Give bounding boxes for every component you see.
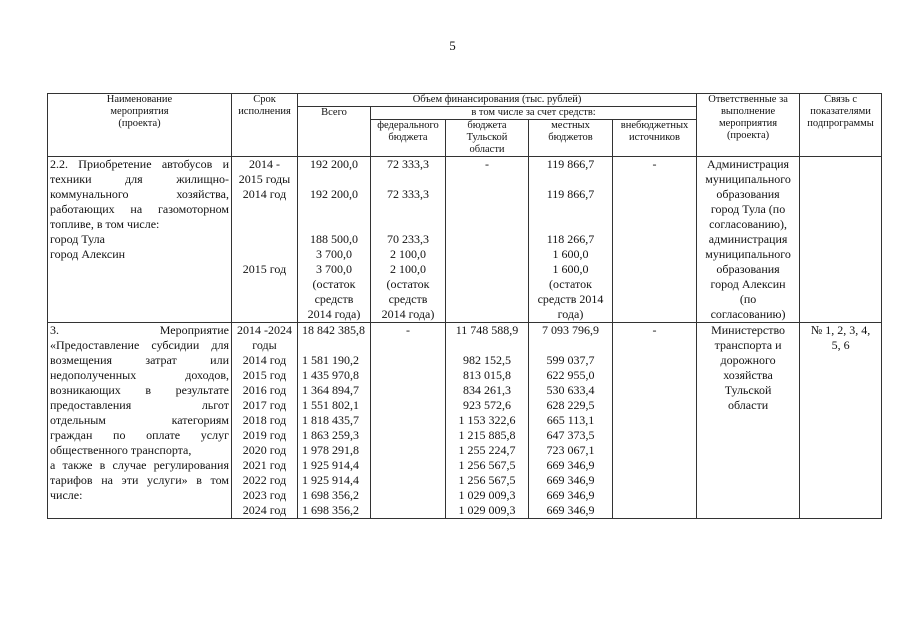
cell-line: образования [716,262,780,276]
cell-line: - [652,157,657,171]
name-line: граждан по оплате услуг [50,428,229,442]
name-line: город Тула [50,232,105,246]
cell-line: 18 842 385,8 [302,323,365,337]
cell-line: средств [388,292,428,306]
cell-line: 1 029 009,3 [458,503,516,517]
cell-line: 1 581 190,2 [302,353,359,367]
cell-line: 2014 год [242,353,287,367]
name-line: 3. Мероприятие [50,323,229,337]
cell-line: 2 100,0 [390,247,426,261]
row2-total [298,323,371,519]
cell-line [298,217,370,232]
name-line: общественного транспорта, [50,443,192,457]
cell-line: 1 029 009,3 [458,488,516,502]
cell-line: 2015 год [242,262,287,276]
cell-line: 72 333,3 [387,187,429,201]
cell-line: средств [314,292,354,306]
cell-line [232,217,297,232]
header-financing: Объем финансирования (тыс. рублей) [298,94,697,107]
cell-line: 669 346,9 [546,458,595,472]
cell-line: 188 500,0 [310,232,358,246]
cell-line: 1 925 914,4 [302,458,359,472]
cell-line: 5, 6 [831,338,850,352]
row1-term [232,157,298,323]
cell-line: образования [716,187,780,201]
name-line: город Алексин [50,247,126,261]
header-name: Наименование мероприятия (проекта) [48,94,232,157]
cell-line [232,247,297,262]
header-federal: федерального бюджета [371,120,446,157]
cell-line [232,232,297,247]
name-line: топливе, в том числе: [50,217,160,231]
cell-line: 70 233,3 [387,232,429,246]
page-number: 5 [449,38,456,53]
cell-line: 2019 год [242,428,287,442]
cell-line: 1 600,0 [552,262,589,276]
cell-line: 1 256 567,5 [458,458,516,472]
cell-line: (остаток [312,277,356,291]
cell-line: муниципального [705,172,791,186]
cell-line: 1 978 291,8 [302,443,359,457]
cell-line: 1 435 970,8 [302,368,359,382]
cell-line [232,202,297,217]
row1-offbudget [613,157,697,323]
cell-line: 2017 год [242,398,287,412]
cell-line: город Алексин [710,277,786,291]
cell-line: - [406,323,410,337]
cell-line: 1 818 435,7 [302,413,359,427]
cell-line: - [485,157,489,171]
cell-line [371,172,445,187]
cell-line [529,172,612,187]
cell-line [800,157,881,172]
cell-line: 723 067,1 [546,443,595,457]
cell-line: Администрация [707,157,790,171]
cell-line: муниципального [705,247,791,261]
name-line: тарифов на эти услуги» в том [50,473,229,487]
cell-line: 2 100,0 [390,262,426,276]
cell-line: 192 200,0 [310,157,358,171]
cell-line: области [728,398,769,412]
cell-line: дорожного [720,353,776,367]
cell-line: 1 863 259,3 [302,428,359,442]
cell-line: 2021 год [242,458,287,472]
financing-table [47,93,882,519]
row2-link [800,323,882,519]
cell-line: 1 364 894,7 [302,383,359,397]
name-line: недополученных доходов, [50,368,229,382]
cell-line: 2014 года) [307,307,361,321]
table-row [48,157,882,323]
cell-line: № 1, 2, 3, 4, [810,323,871,337]
cell-line: 2024 год [242,503,287,517]
cell-line: 2023 год [242,488,287,502]
cell-line: 834 261,3 [463,383,511,397]
cell-line: 119 866,7 [546,157,595,171]
cell-line: 1 153 322,6 [458,413,516,427]
cell-line: 1 256 567,5 [458,473,516,487]
cell-line: (остаток [386,277,430,291]
name-line: коммунального хозяйства, [50,187,229,201]
row1-link [800,157,882,323]
cell-line [302,338,370,353]
cell-line: Министерство [711,323,786,337]
cell-line: 2014 год [242,187,287,201]
header-responsible: Ответственные за выполнение мероприятия (проекта) [697,94,800,157]
header-link: Связь с показателями подпрограммы [800,94,882,157]
row2-offbudget [613,323,697,519]
header-term: Срок исполнения [232,94,298,157]
cell-line: 2020 год [242,443,287,457]
cell-line: 647 373,5 [546,428,595,442]
cell-line: 1 600,0 [552,247,589,261]
cell-line: (остаток [549,277,592,291]
name-line: отдельным категориям [50,413,229,427]
row1-responsible [697,157,800,323]
name-line: «Предоставление субсидии для [50,338,229,352]
cell-line: хозяйства [723,368,773,382]
row1-total [298,157,371,323]
cell-line: 2022 год [242,473,287,487]
name-line: возникающих в результате [50,383,229,397]
cell-line: согласованию), [709,217,788,231]
cell-line: 2014 - [249,157,280,171]
cell-line: 530 633,4 [546,383,595,397]
cell-line: 923 572,6 [463,398,511,412]
table-row [48,323,882,519]
cell-line: 622 955,0 [546,368,595,382]
cell-line [371,217,445,232]
row1-regional [446,157,529,323]
row1-federal [371,157,446,323]
cell-line: администрация [708,232,788,246]
cell-line: Тульской [724,383,772,397]
cell-line: 119 866,7 [546,187,595,201]
cell-line [371,202,445,217]
name-line: предоставления льгот [50,398,229,412]
row2-regional [446,323,529,519]
cell-line: 11 748 588,9 [455,323,519,337]
cell-line: 665 113,1 [546,413,595,427]
row2-term [232,323,298,519]
cell-line: 1 698 356,2 [302,488,359,502]
cell-line: транспорта и [714,338,782,352]
cell-line: 982 152,5 [463,353,511,367]
row2-local [529,323,613,519]
header-offbudget: внебюджетных источников [613,120,697,157]
cell-line: годы [252,338,277,352]
cell-line: 2016 год [242,383,287,397]
cell-line: средств 2014 [537,292,604,306]
cell-line: 7 093 796,9 [542,323,599,337]
cell-line: 1 925 914,4 [302,473,359,487]
cell-line: 2014 года) [381,307,435,321]
cell-line: 2014 -2024 [237,323,292,337]
cell-line [529,338,612,353]
row2-name [48,323,232,519]
cell-line [446,338,528,353]
cell-line [529,217,612,232]
name-line: 2.2. Приобретение автобусов и [50,157,229,171]
cell-line: 3 700,0 [316,247,352,261]
cell-line: 599 037,7 [546,353,595,367]
cell-line: 1 215 885,8 [458,428,516,442]
header-regional: бюджета Тульской области [446,120,529,157]
name-line: числе: [50,488,83,502]
cell-line: 2015 годы [238,172,291,186]
cell-line: 669 346,9 [546,473,595,487]
row2-federal [371,323,446,519]
row2-responsible [697,323,800,519]
cell-line: 72 333,3 [387,157,429,171]
name-line: техники для жилищно- [50,172,229,186]
cell-line: 2015 год [242,368,287,382]
row1-name [48,157,232,323]
cell-line: (по [739,292,757,306]
cell-line [298,172,370,187]
cell-line: 1 255 224,7 [458,443,516,457]
cell-line [529,202,612,217]
header-total: Всего [298,107,371,157]
row1-local [529,157,613,323]
header-including: в том числе за счет средств: [371,107,697,120]
cell-line: 813 015,8 [463,368,511,382]
header-local: местных бюджетов [529,120,613,157]
name-line: работающих на газомоторном [50,202,229,216]
cell-line: согласованию) [710,307,786,321]
cell-line: 1 551 802,1 [302,398,359,412]
cell-line: 1 698 356,2 [302,503,359,517]
name-line: возмещения затрат или [50,353,229,367]
cell-line: 2018 год [242,413,287,427]
cell-line [298,202,370,217]
cell-line: 669 346,9 [546,503,595,517]
name-line: а также в случае регулирования [50,458,229,472]
cell-line: 669 346,9 [546,488,595,502]
cell-line: 3 700,0 [316,262,352,276]
cell-line: 118 266,7 [546,232,595,246]
cell-line: город Тула (по [710,202,786,216]
cell-line: - [652,323,657,337]
cell-line: 192 200,0 [310,187,358,201]
cell-line: 628 229,5 [546,398,595,412]
cell-line: года) [557,307,584,321]
